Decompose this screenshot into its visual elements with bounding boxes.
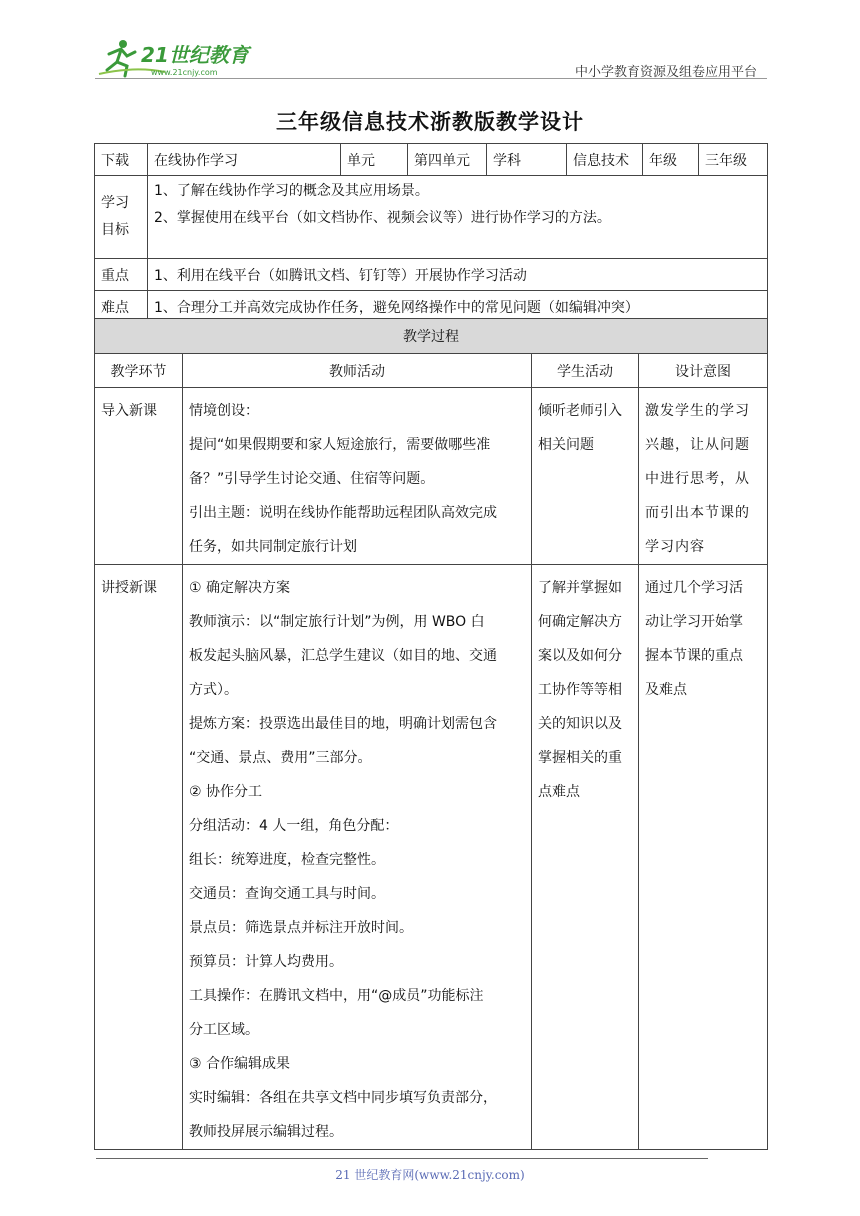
text-line: 备？”引导学生讨论交通、住宿等问题。	[189, 471, 435, 487]
stage-cell: 导入新课	[95, 388, 183, 565]
text-line: 关的知识以及	[538, 716, 622, 732]
header-student: 学生活动	[532, 354, 639, 388]
text-line: 引出主题：说明在线协作能帮助远程团队高效完成	[189, 505, 497, 521]
label-grade: 年级	[643, 144, 699, 176]
teacher-activity	[183, 388, 532, 565]
process-bar: 教学过程	[95, 319, 768, 354]
text-line: ① 确定解决方案	[189, 580, 291, 596]
text-line: 板发起头脑风暴，汇总学生建议（如目的地、交通	[189, 648, 497, 664]
logo-url: www.21cnjy.com	[151, 68, 218, 77]
label-goals: 学习 目标	[95, 176, 148, 259]
site-logo[interactable]	[95, 36, 265, 80]
text-line: 及难点	[645, 682, 687, 698]
text-line: 握本节课的重点	[645, 648, 743, 664]
student-activity	[532, 565, 639, 1150]
process-table	[94, 318, 768, 1150]
label-download: 下载	[95, 144, 148, 176]
runner-logo-icon	[95, 36, 265, 80]
text-line: 分组活动：4 人一组，角色分配：	[189, 818, 399, 834]
text-line: 情境创设：	[189, 403, 259, 419]
header-stage: 教学环节	[95, 354, 183, 388]
text-line: 兴趣，让从问题	[645, 437, 750, 453]
label-difficult: 难点	[95, 291, 148, 323]
text-line: 学习内容	[645, 539, 705, 555]
text-line: 提问“如果假期要和家人短途旅行，需要做哪些准	[189, 437, 491, 453]
value-difficult: 1、合理分工并高效完成协作任务，避免网络操作中的常见问题（如编辑冲突）	[148, 291, 768, 323]
logo-text: 21世纪教育	[141, 43, 249, 67]
process-row-new	[95, 565, 768, 1150]
text-line: 案以及如何分	[538, 648, 622, 664]
footer-link[interactable]: 21 世纪教育网(www.21cnjy.com)	[335, 1168, 525, 1182]
label-subject: 学科	[487, 144, 567, 176]
page-header	[95, 36, 767, 80]
teacher-activity	[183, 565, 532, 1150]
text-line: 而引出本节课的	[645, 505, 750, 521]
text-line: 景点员：筛选景点并标注开放时间。	[189, 920, 413, 936]
info-row-goals	[95, 176, 768, 259]
text-line: 相关问题	[538, 437, 594, 453]
label-key: 重点	[95, 259, 148, 291]
text-line: 工具操作：在腾讯文档中，用“@成员”功能标注	[189, 988, 484, 1004]
process-header-row	[95, 354, 768, 388]
text-line: 工协作等等相	[538, 682, 622, 698]
text-line: 了解并掌握如	[538, 580, 622, 596]
value-subject: 信息技术	[567, 144, 643, 176]
text-line: 方式）。	[189, 682, 238, 698]
value-lesson: 在线协作学习	[148, 144, 341, 176]
header-intent: 设计意图	[639, 354, 768, 388]
goals-list	[148, 176, 768, 259]
text-line: 点难点	[538, 784, 580, 800]
text-line: 教师演示：以“制定旅行计划”为例，用 WBO 白	[189, 614, 485, 630]
text-line: 分工区域。	[189, 1022, 259, 1038]
footer-divider	[96, 1158, 708, 1159]
text-line: 教师投屏展示编辑过程。	[189, 1124, 343, 1140]
text-line: 倾听老师引入	[538, 403, 622, 419]
header-teacher: 教师活动	[183, 354, 532, 388]
text-line: 掌握相关的重	[538, 750, 622, 766]
text-line: 中进行思考，从	[645, 471, 750, 487]
text-line: 组长：统筹进度，检查完整性。	[189, 852, 385, 868]
design-intent	[639, 388, 768, 565]
label-unit: 单元	[341, 144, 408, 176]
process-row-intro	[95, 388, 768, 565]
text-line: ③ 合作编辑成果	[189, 1056, 291, 1072]
text-line: 何确定解决方	[538, 614, 622, 630]
value-grade: 三年级	[699, 144, 768, 176]
goal-item: 1、了解在线协作学习的概念及其应用场景。	[154, 183, 429, 199]
value-key: 1、利用在线平台（如腾讯文档、钉钉等）开展协作学习活动	[148, 259, 768, 291]
document-title: 三年级信息技术浙教版教学设计	[276, 110, 584, 134]
text-line: 动让学习开始掌	[645, 614, 743, 630]
text-line: 激发学生的学习	[645, 403, 750, 419]
text-line: 提炼方案：投票选出最佳目的地，明确计划需包含	[189, 716, 497, 732]
text-line: 交通员：查询交通工具与时间。	[189, 886, 385, 902]
header-tagline: 中小学教育资源及组卷应用平台	[574, 65, 757, 80]
text-line: 任务，如共同制定旅行计划	[189, 539, 357, 555]
stage-cell: 讲授新课	[95, 565, 183, 1150]
text-line: 预算员：计算人均费用。	[189, 954, 343, 970]
text-line: 实时编辑：各组在共享文档中同步填写负责部分，	[189, 1090, 497, 1106]
info-row-meta	[95, 144, 768, 176]
text-line: 通过几个学习活	[645, 580, 743, 596]
text-line: ② 协作分工	[189, 784, 263, 800]
student-activity	[532, 388, 639, 565]
header-divider	[95, 78, 767, 79]
text-line: “交通、景点、费用”三部分。	[189, 750, 372, 766]
design-intent	[639, 565, 768, 1150]
value-unit: 第四单元	[408, 144, 487, 176]
info-table	[94, 143, 768, 323]
goal-item: 2、掌握使用在线平台（如文档协作、视频会议等）进行协作学习的方法。	[154, 210, 611, 226]
info-row-key	[95, 259, 768, 291]
